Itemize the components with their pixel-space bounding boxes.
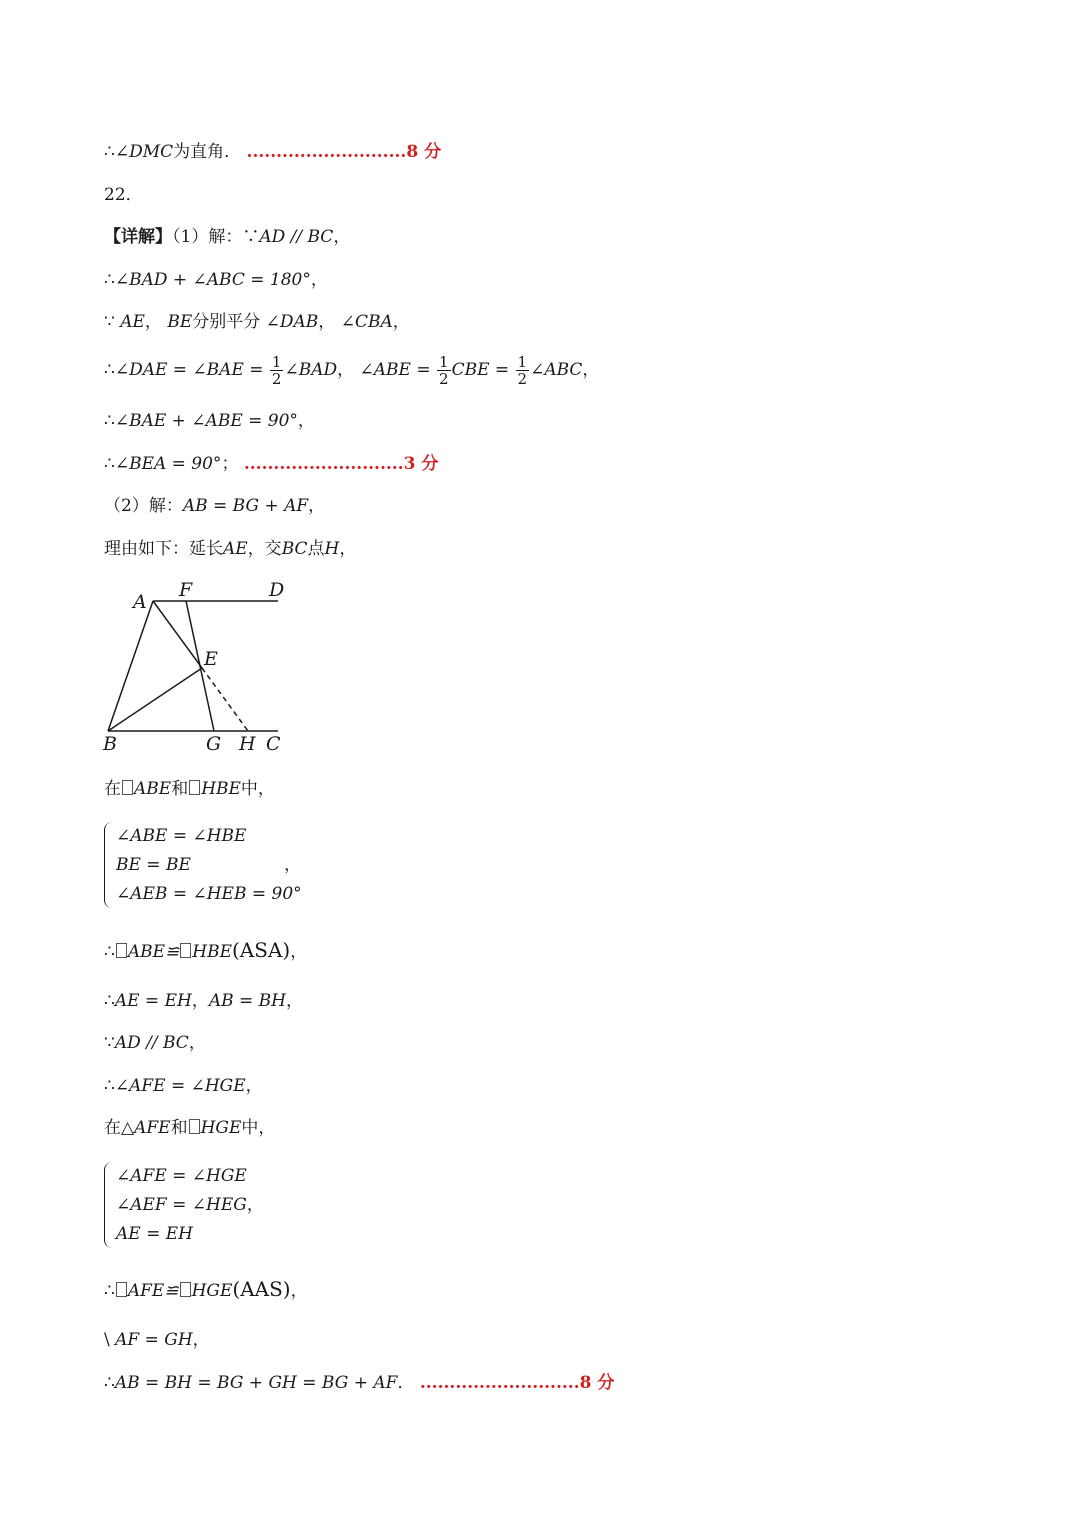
triangle-symbol xyxy=(180,943,191,958)
triangle-symbol xyxy=(116,1282,127,1297)
line-afe-hge: ∴∠AFE = ∠HGE， xyxy=(104,1076,263,1096)
fraction: $\frac{1}{2}$ xyxy=(271,353,282,388)
line-angle-sum: ∴∠BAD + ∠ABC = 180°， xyxy=(104,270,328,290)
label-d: D xyxy=(269,579,285,601)
question-number: 22． xyxy=(104,185,143,205)
line-af-gh: \ AF = GH， xyxy=(104,1330,210,1350)
triangle-symbol xyxy=(116,943,127,958)
line-half-angles: ∴∠DAE = ∠BAE = $\frac{1}{2}$ ∠BAD， ∠ABE = $\frac{1}{2}$ CBE = $\frac{1}{2}$ ∠ABC， xyxy=(104,353,600,388)
fraction: $\frac{1}{2}$ xyxy=(439,353,449,388)
line-dmc-right-angle: ∴∠DMC为直角． ...........................8 分 xyxy=(104,142,442,162)
line-compare-abe-hbe: 在 ABE和 HBE中， xyxy=(104,779,275,799)
segment-be xyxy=(108,668,202,731)
segment-eh-dashed xyxy=(202,668,248,731)
score-dots: ........................... xyxy=(419,1373,580,1393)
system2-row2: ∠AEF = ∠HEG， xyxy=(116,1195,264,1215)
label-c: C xyxy=(266,733,281,755)
segment-ab xyxy=(108,601,153,731)
line-reason: 理由如下：延长AE，交BC点H， xyxy=(104,539,357,559)
line-detail-start: 【详解】（1）解：∵AD // BC， xyxy=(104,227,351,247)
line-congruent-asa: ∴ ABE≌ HBE(ASA)， xyxy=(104,938,308,962)
triangle-symbol xyxy=(122,780,133,795)
equation-system-1: ∠ABE = ∠HBE BE = BE ∠AEB = ∠HEB = 90° ， xyxy=(104,822,304,908)
line-ae-eh: ∴AE = EH，AB = BH， xyxy=(104,991,303,1011)
line-compare-afe-hge: 在△AFE和 HGE中， xyxy=(104,1118,276,1138)
fraction: $\frac{1}{2}$ xyxy=(517,353,528,388)
score-label: 3 分 xyxy=(403,454,439,474)
label-b: B xyxy=(103,733,117,755)
triangle-symbol xyxy=(189,1119,200,1134)
score-label: 8 分 xyxy=(406,142,442,162)
label-g: G xyxy=(206,733,222,755)
brace xyxy=(104,822,113,908)
line-conclusion: ∴AB = BH = BG + GH = BG + AF． ...........................8 分 xyxy=(104,1373,615,1393)
line-sum-90: ∴∠BAE + ∠ABE = 90°， xyxy=(104,411,315,431)
line-bea-90: ∴∠BEA = 90°； ...........................3 分 xyxy=(104,454,439,474)
line-part2: （2）解：AB = BG + AF， xyxy=(104,496,326,516)
equation-system-2: ∠AFE = ∠HGE ∠AEF = ∠HEG， AE = EH xyxy=(104,1162,284,1248)
segment-ae xyxy=(153,601,202,668)
line-ad-parallel: ∵AD // BC， xyxy=(104,1033,206,1053)
label-a: A xyxy=(133,591,147,613)
brace xyxy=(104,1162,113,1248)
triangle-symbol xyxy=(189,780,200,795)
geometry-figure xyxy=(98,576,298,756)
label-e: E xyxy=(204,648,218,670)
line-congruent-aas: ∴ AFE≌ HGE(AAS)， xyxy=(104,1277,308,1301)
label-h: H xyxy=(239,733,256,755)
score-label: 8 分 xyxy=(579,1373,615,1393)
label-f: F xyxy=(179,579,193,601)
triangle-symbol xyxy=(180,1282,191,1297)
score-dots: ........................... xyxy=(243,454,404,474)
line-bisectors: ∵ AE， BE分别平分 ∠DAB， ∠CBA， xyxy=(104,312,410,332)
score-dots: ........................... xyxy=(246,142,407,162)
